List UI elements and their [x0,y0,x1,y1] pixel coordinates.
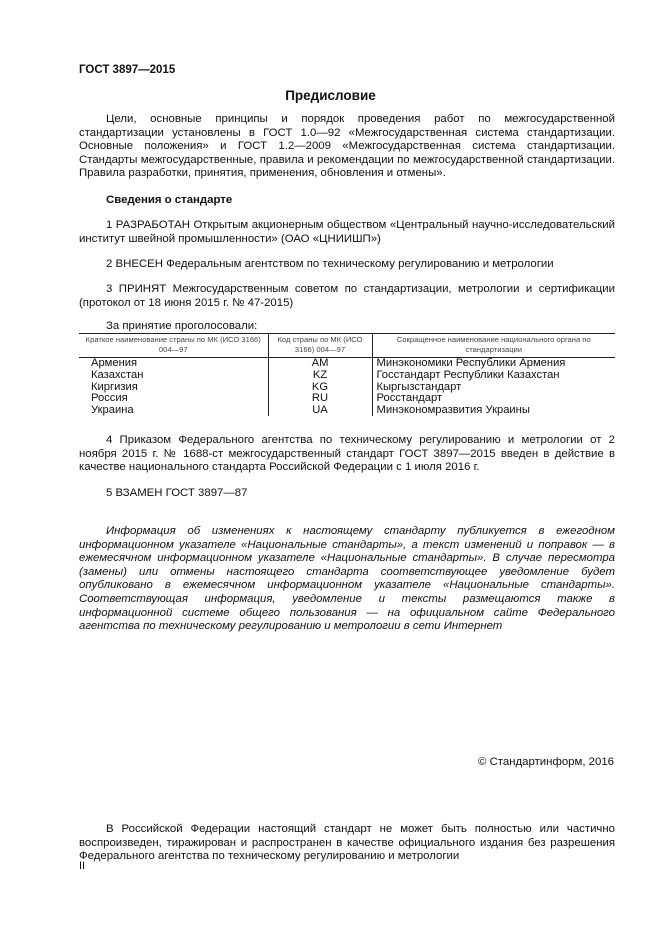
page-number: II [79,860,86,872]
country-cell: Казахстан [91,369,144,381]
item-developed: 1 РАЗРАБОТАН Открытым акционерным обществом «Центральный научно-исследовательский институт швейной промышленности» (ОАО «ЦНИИШП») [79,219,615,245]
column-header-code: Код страны по МК (ИСО 3166) 004—97 [268,334,372,358]
table-row [79,393,615,405]
page-title: Предисловие [285,88,376,103]
table-row [79,370,615,382]
body-cell: Минэкономики Республики Армения [372,358,615,370]
document-header: ГОСТ 3897—2015 [79,64,176,76]
code-cell: RU [268,393,372,405]
column-header-body: Сокращенное наименование национального органа по стандартизации [372,334,615,358]
copyright-line: © Стандартинформ, 2016 [478,756,614,768]
body-cell: Госстандарт Республики Казахстан [372,370,615,382]
item-replaces: 5 ВЗАМЕН ГОСТ 3897—87 [106,487,248,499]
country-cell: Армения [91,357,138,370]
table-row [79,382,615,394]
country-cell: Украина [91,403,134,416]
code-cell: AM [268,358,372,370]
code-cell: KZ [268,370,372,382]
code-cell: UA [268,405,372,417]
country-cell: Киргизия [91,380,138,393]
table-row [79,405,615,417]
change-info-paragraph: Информация об изменениях к настоящему стандарту публикуется в ежегодном информационном указателе «Национальные стандарты», а текст изменений и поправок — в ежемесячном информационном указателе «Национальные стандарты». В случае пересмотра (замены) или отмены настоящего стандарта соответствующее уведомление будет опубликовано в ежемесячном информационном указателе «Национальные стандарты». Соответствующая информация, уведомление и тексты размещаются также в информационной системе общего пользования — на официальном сайте Федерального агентства по техническому регулированию и метрологии в сети Интернет [79,525,615,633]
intro-paragraph: Цели, основные принципы и порядок проведения работ по межгосударственной стандартизации установлены в ГОСТ 1.0—92 «Межгосударственная система стандартизации. Основные положения» и ГОСТ 1.2—2009 «Межгосударственная система стандартизации. Стандарты межгосударственные, правила и рекомендации по межгосударственной стандартизации. Правила разработки, принятия, применения, обновления и отмены». [79,113,615,180]
item-enacted: 4 Приказом Федерального агентства по техническому регулированию и метрологии от 2 ноября 2015 г. № 1688-ст межгосударственный стандарт ГОСТ 3897—2015 введен в действие в качестве национального стандарта Российской Федерации с 1 июля 2016 г. [79,434,615,474]
item-introduced: 2 ВНЕСЕН Федеральным агентством по техническому регулированию и метрологии [106,258,554,270]
reproduction-notice: В Российской Федерации настоящий стандарт не может быть полностью или частично воспроизведен, тиражирован и распространен в качестве официального издания без разрешения Федерального агентства по техническому регулированию и метрологии [79,823,615,863]
item-adopted: 3 ПРИНЯТ Межгосударственным советом по стандартизации, метрологии и сертификации (протокол от 18 июня 2015 г. № 47-2015) [79,283,615,309]
body-cell: Росстандарт [372,393,615,405]
table-header-row [79,334,615,358]
country-cell: Россия [91,392,128,405]
voting-table [79,333,615,416]
column-header-country: Краткое наименование страны по МК (ИСО 3166) 004—97 [79,334,268,358]
code-cell: KG [268,382,372,394]
body-cell: Минэкономразвития Украины [372,405,615,417]
body-cell: Кыргызстандарт [372,382,615,394]
voting-label: За принятие проголосовали: [106,320,258,332]
section-subheading: Сведения о стандарте [106,194,233,206]
